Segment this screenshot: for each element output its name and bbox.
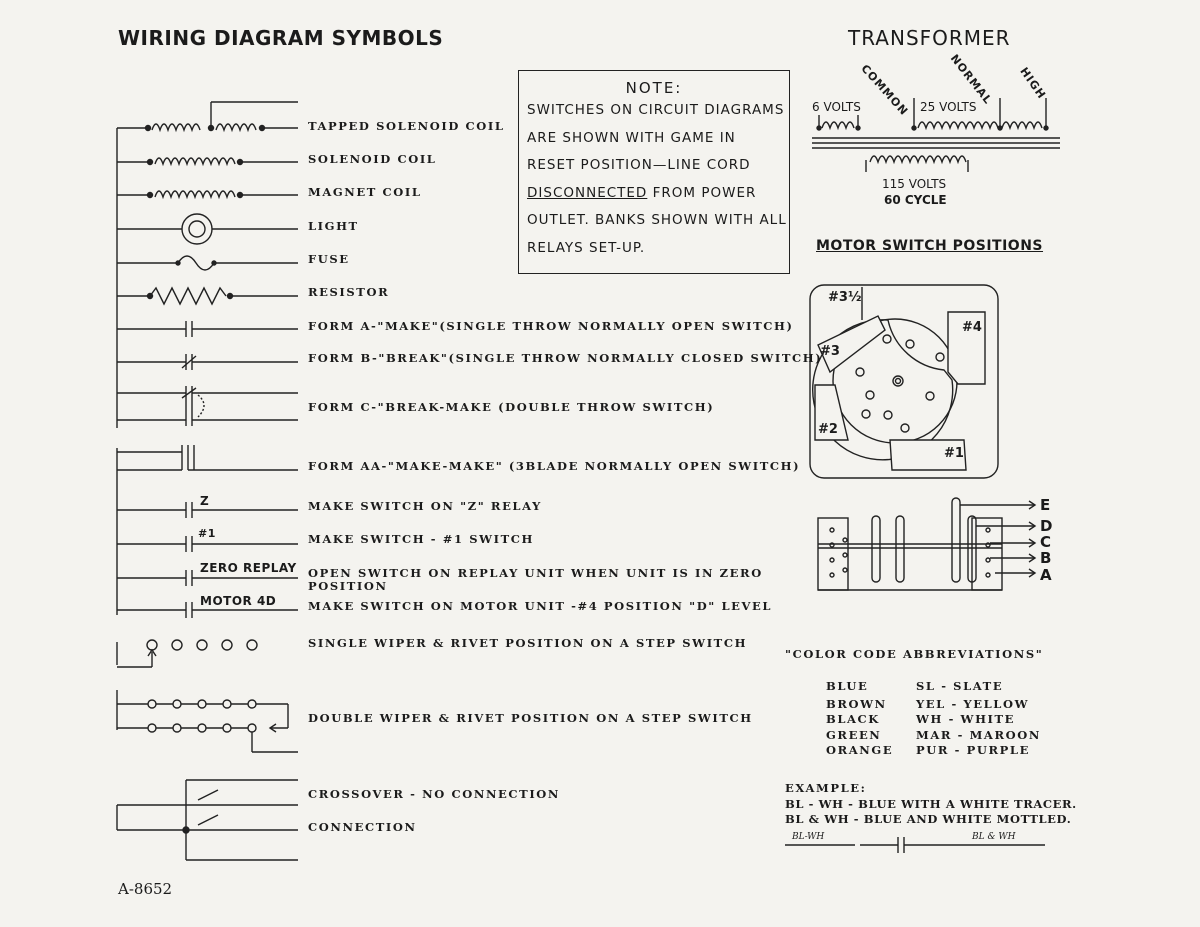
example-line-2: BL & WH - BLUE AND WHITE MOTTLED. — [785, 812, 1072, 826]
form-c-switch-icon — [117, 386, 298, 426]
position-3: #3 — [820, 344, 840, 359]
level-c: C — [1040, 533, 1052, 551]
crossover-connection-icon — [117, 780, 298, 860]
label-connection: CONNECTION — [308, 820, 417, 834]
label-double-wiper: DOUBLE WIPER & RIVET POSITION ON A STEP SWITCH — [308, 711, 753, 725]
tapped-solenoid-coil-icon — [117, 102, 298, 131]
label-resistor: RESISTOR — [308, 285, 390, 299]
wire-label-1: BL-WH — [792, 832, 825, 842]
label-form-aa: FORM AA-"MAKE-MAKE" (3BLADE NORMALLY OPEN SWITCH) — [308, 459, 801, 473]
note-title: NOTE: — [625, 79, 683, 97]
note-line-5: OUTLET. BANKS SHOWN WITH ALL — [527, 212, 787, 228]
motor-switch-positions-icon — [810, 285, 998, 478]
label-motor-4d: MAKE SWITCH ON MOTOR UNIT -#4 POSITION "D" LEVEL — [308, 599, 773, 613]
mark-motor-4d: MOTOR 4D — [200, 594, 277, 608]
label-number-1-switch: MAKE SWITCH - #1 SWITCH — [308, 532, 534, 546]
form-a-switch-icon — [117, 321, 298, 337]
mark-z: Z — [200, 494, 210, 508]
tap-normal: NORMAL — [947, 52, 995, 107]
label-form-b: FORM B-"BREAK"(SINGLE THROW NORMALLY CLOSED SWITCH) — [308, 351, 823, 365]
tap-high: HIGH — [1017, 65, 1049, 102]
position-4: #4 — [962, 320, 982, 335]
label-zero-replay: OPEN SWITCH ON REPLAY UNIT WHEN UNIT IS IN ZERO — [308, 566, 763, 580]
primary-volts-label: 115 VOLTS — [882, 177, 947, 191]
label-fuse: FUSE — [308, 252, 350, 266]
twenty-five-volts-label: 25 VOLTS — [920, 100, 977, 114]
six-volts-label: 6 VOLTS — [812, 100, 861, 114]
color-left-4: GREEN — [826, 728, 882, 742]
label-form-a: FORM A-"MAKE"(SINGLE THROW NORMALLY OPEN SWITCH) — [308, 319, 794, 333]
note-box — [518, 70, 790, 274]
example-line-1: BL - WH - BLUE WITH A WHITE TRACER. — [785, 797, 1077, 811]
note-line-3: RESET POSITION—LINE CORD — [527, 157, 751, 173]
transformer-title: TRANSFORMER — [848, 26, 1011, 50]
primary-cycle-label: 60 CYCLE — [884, 193, 947, 207]
note-line-4-rest: FROM POWER — [647, 184, 757, 201]
level-a: A — [1040, 566, 1052, 584]
color-right-5: PUR - PURPLE — [916, 743, 1030, 757]
note-underlined-word: DISCONNECTED — [527, 184, 648, 201]
page-title: WIRING DIAGRAM SYMBOLS — [118, 26, 444, 50]
label-magnet-coil: MAGNET COIL — [308, 185, 422, 199]
resistor-icon — [117, 288, 298, 304]
label-solenoid-coil: SOLENOID COIL — [308, 152, 437, 166]
position-2: #2 — [818, 422, 838, 437]
color-left-2: BROWN — [826, 697, 887, 711]
label-light: LIGHT — [308, 219, 359, 233]
note-line-6: RELAYS SET-UP. — [527, 239, 646, 256]
label-z-relay: MAKE SWITCH ON "Z" RELAY — [308, 499, 542, 513]
label-crossover: CROSSOVER - NO CONNECTION — [308, 787, 561, 801]
color-right-3: WH - WHITE — [916, 712, 1016, 726]
tap-common: COMMON — [858, 62, 911, 119]
single-wiper-icon — [117, 640, 257, 667]
double-wiper-icon — [117, 700, 298, 752]
mark-zero-replay: ZERO REPLAY — [200, 561, 297, 575]
color-right-4: MAR - MAROON — [916, 728, 1041, 742]
level-d: D — [1040, 517, 1053, 535]
motor-switch-bank-icon — [818, 498, 1035, 590]
form-aa-switch-icon — [117, 445, 298, 470]
position-1: #1 — [944, 446, 964, 461]
color-code-title: "COLOR CODE ABBREVIATIONS" — [785, 647, 1044, 661]
solenoid-coil-icon — [117, 158, 298, 165]
note-line-1: SWITCHES ON CIRCUIT DIAGRAMS — [527, 102, 785, 118]
magnet-coil-icon — [117, 191, 298, 198]
example-title: EXAMPLE: — [785, 781, 867, 795]
mark-number-1: #1 — [198, 527, 216, 540]
position-3-half: #3½ — [828, 290, 862, 305]
level-e: E — [1040, 496, 1051, 514]
level-b: B — [1040, 549, 1052, 567]
fuse-icon — [117, 256, 298, 270]
label-form-c: FORM C-"BREAK-MAKE (DOUBLE THROW SWITCH) — [308, 400, 715, 414]
color-right-1: SL - SLATE — [916, 679, 1004, 693]
note-line-2: ARE SHOWN WITH GAME IN — [527, 129, 736, 146]
wire-label-2: BL & WH — [972, 832, 1016, 842]
label-tapped-solenoid-coil: TAPPED SOLENOID COIL — [308, 119, 505, 133]
note-line-4 — [527, 180, 789, 208]
color-left-3: BLACK — [826, 712, 880, 726]
light-icon — [117, 214, 298, 244]
color-right-2: YEL - YELLOW — [916, 697, 1030, 711]
label-single-wiper: SINGLE WIPER & RIVET POSITION ON A STEP SWITCH — [308, 636, 748, 650]
color-left-5: ORANGE — [826, 743, 894, 757]
motor-switch-title: MOTOR SWITCH POSITIONS — [816, 238, 1044, 254]
color-left-1: BLUE — [826, 679, 869, 693]
form-b-switch-icon — [117, 354, 298, 370]
document-number: A-8652 — [118, 880, 173, 898]
label-zero-replay-cont: POSITION — [308, 579, 388, 593]
